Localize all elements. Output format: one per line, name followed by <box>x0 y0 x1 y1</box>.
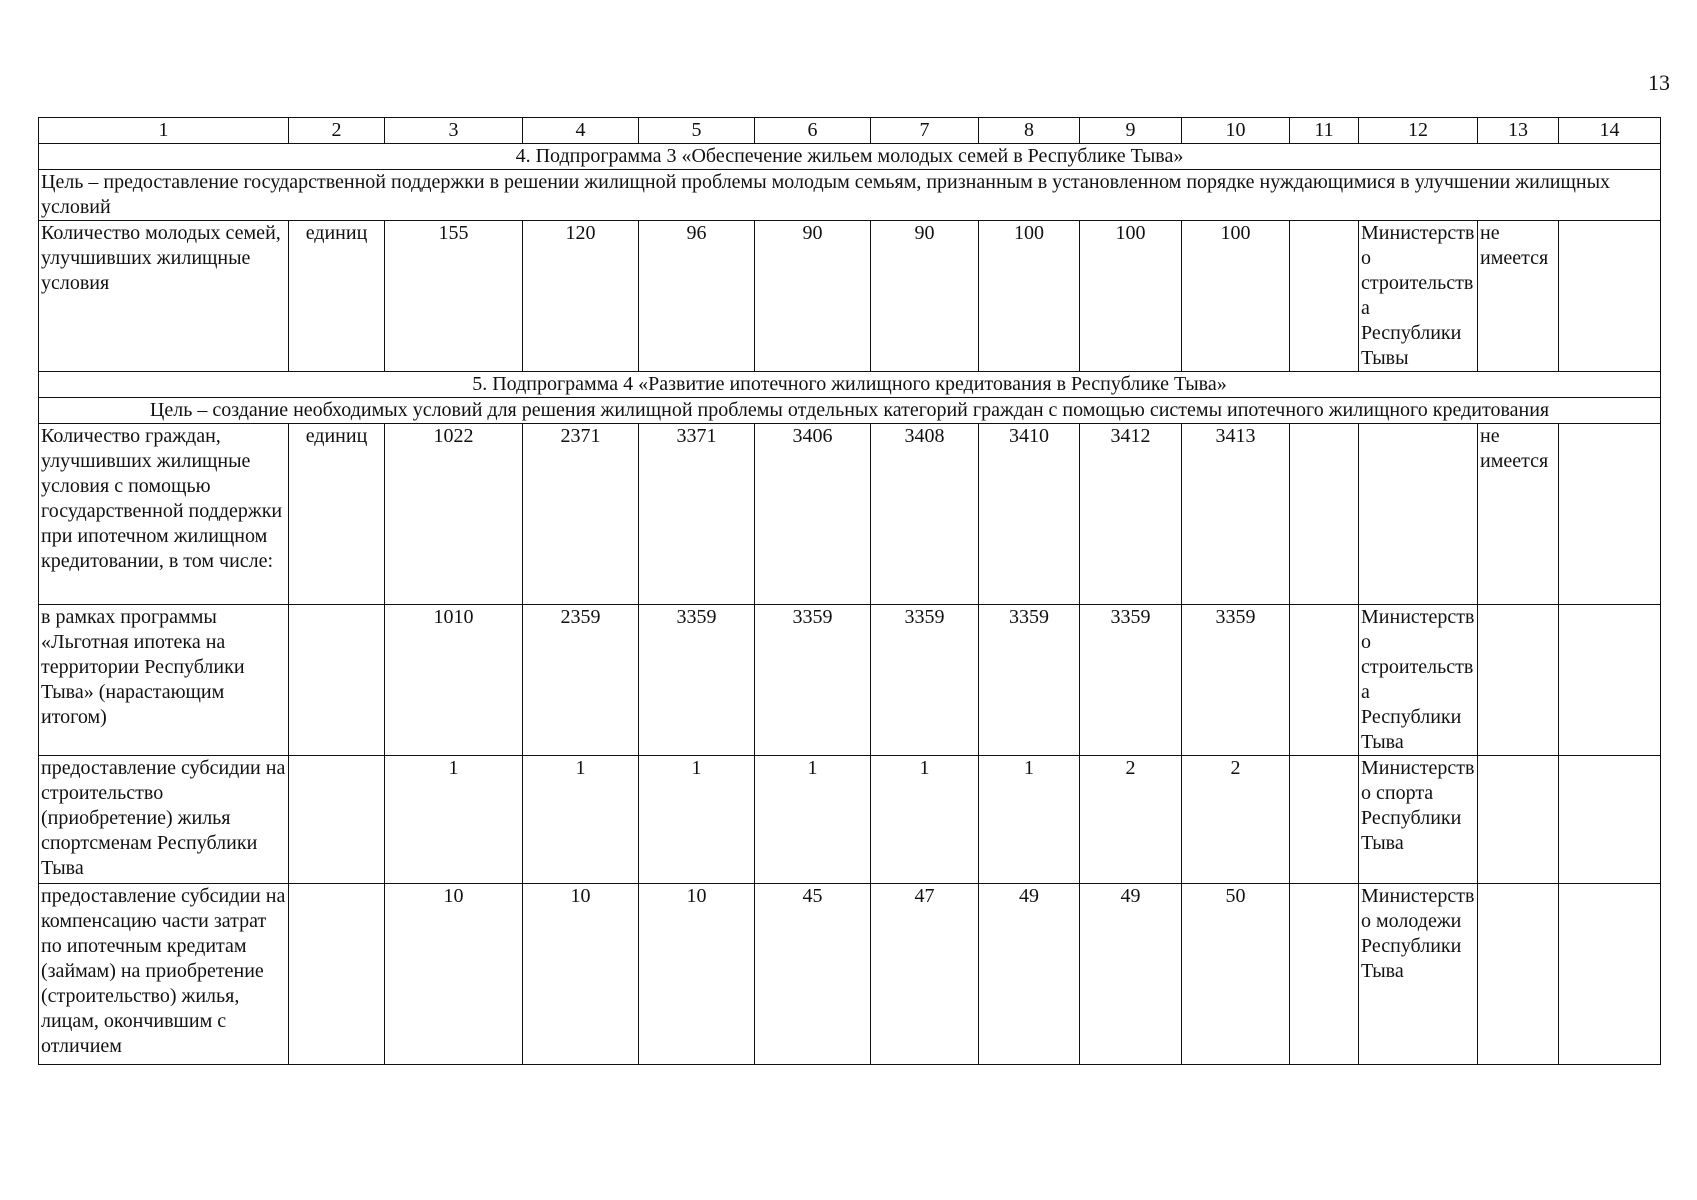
value-cell: 49 <box>1080 884 1182 1065</box>
value-cell: 120 <box>523 221 639 372</box>
responsible-cell: Министерство строительства Республики Тывы <box>1359 221 1478 372</box>
column-number: 5 <box>639 118 755 144</box>
value-cell: 1 <box>755 756 871 884</box>
note-cell <box>1478 605 1559 756</box>
empty-cell <box>1290 221 1359 372</box>
table-row <box>39 221 1661 372</box>
value-cell: 1 <box>385 756 523 884</box>
value-cell: 1010 <box>385 605 523 756</box>
section-title: 5. Подпрограмма 4 «Развитие ипотечного жилищного кредитования в Республике Тыва» <box>39 372 1661 398</box>
empty-cell <box>1559 884 1661 1065</box>
column-number: 7 <box>871 118 979 144</box>
column-number: 11 <box>1290 118 1359 144</box>
responsible-cell: Министерство спорта Республики Тыва <box>1359 756 1478 884</box>
note-cell <box>1478 756 1559 884</box>
value-cell: 90 <box>871 221 979 372</box>
empty-cell <box>1559 605 1661 756</box>
column-number: 6 <box>755 118 871 144</box>
section-goal: Цель – предоставление государственной поддержки в решении жилищной проблемы молодым семьям, признанным в установленном порядке нуждающимися в улучшении жилищных условий <box>39 170 1661 221</box>
column-number-row <box>39 118 1661 144</box>
value-cell: 100 <box>979 221 1080 372</box>
empty-cell <box>1290 756 1359 884</box>
unit-cell <box>289 605 385 756</box>
value-cell: 50 <box>1182 884 1290 1065</box>
value-cell: 1 <box>523 756 639 884</box>
indicators-table <box>38 117 1661 1065</box>
empty-cell <box>1559 424 1661 605</box>
value-cell: 3359 <box>979 605 1080 756</box>
empty-cell <box>1290 884 1359 1065</box>
unit-cell: единиц <box>289 424 385 605</box>
column-number: 2 <box>289 118 385 144</box>
empty-cell <box>1290 605 1359 756</box>
indicator-name: Количество молодых семей, улучшивших жилищные условия <box>39 221 289 372</box>
value-cell: 3359 <box>639 605 755 756</box>
column-number: 10 <box>1182 118 1290 144</box>
unit-cell <box>289 884 385 1065</box>
value-cell: 2 <box>1182 756 1290 884</box>
value-cell: 155 <box>385 221 523 372</box>
table-row <box>39 424 1661 605</box>
value-cell: 49 <box>979 884 1080 1065</box>
empty-cell <box>1559 756 1661 884</box>
section-goal-row <box>39 170 1661 221</box>
value-cell: 3371 <box>639 424 755 605</box>
column-number: 12 <box>1359 118 1478 144</box>
table-row <box>39 605 1661 756</box>
responsible-cell: Министерство строительства Республики Тыва <box>1359 605 1478 756</box>
column-number: 1 <box>39 118 289 144</box>
value-cell: 3406 <box>755 424 871 605</box>
table-row <box>39 756 1661 884</box>
value-cell: 3413 <box>1182 424 1290 605</box>
value-cell: 90 <box>755 221 871 372</box>
value-cell: 3359 <box>871 605 979 756</box>
value-cell: 3359 <box>755 605 871 756</box>
section-title-row <box>39 144 1661 170</box>
value-cell: 96 <box>639 221 755 372</box>
value-cell: 1 <box>979 756 1080 884</box>
indicator-name: предоставление субсидии на компенсацию части затрат по ипотечным кредитам (займам) на приобретение (строительство) жилья, лицам, окончившим с отличием <box>39 884 289 1065</box>
column-number: 3 <box>385 118 523 144</box>
column-number: 4 <box>523 118 639 144</box>
value-cell: 45 <box>755 884 871 1065</box>
section-goal: Цель – создание необходимых условий для решения жилищной проблемы отдельных категорий граждан с помощью системы ипотечного жилищного кредитования <box>39 398 1661 424</box>
indicator-name: Количество граждан, улучшивших жилищные условия с помощью государственной поддержки при ипотечном жилищном кредитовании, в том числе: <box>39 424 289 605</box>
value-cell: 2371 <box>523 424 639 605</box>
page-number: 13 <box>1648 70 1670 95</box>
value-cell: 10 <box>523 884 639 1065</box>
note-cell: не имеется <box>1478 221 1559 372</box>
empty-cell <box>1290 424 1359 605</box>
value-cell: 100 <box>1182 221 1290 372</box>
column-number: 14 <box>1559 118 1661 144</box>
value-cell: 2 <box>1080 756 1182 884</box>
value-cell: 3359 <box>1182 605 1290 756</box>
value-cell: 1 <box>871 756 979 884</box>
value-cell: 10 <box>639 884 755 1065</box>
note-cell <box>1478 884 1559 1065</box>
value-cell: 2359 <box>523 605 639 756</box>
indicator-name: предоставление субсидии на строительство (приобретение) жилья спортсменам Республики Тыва <box>39 756 289 884</box>
indicator-name: в рамках программы «Льготная ипотека на территории Республики Тыва» (нарастающим итогом) <box>39 605 289 756</box>
note-cell: не имеется <box>1478 424 1559 605</box>
section-title-row <box>39 372 1661 398</box>
unit-cell <box>289 756 385 884</box>
value-cell: 10 <box>385 884 523 1065</box>
section-goal-row <box>39 398 1661 424</box>
empty-cell <box>1559 221 1661 372</box>
value-cell: 3412 <box>1080 424 1182 605</box>
table-row <box>39 884 1661 1065</box>
responsible-cell: Министерство молодежи Республики Тыва <box>1359 884 1478 1065</box>
value-cell: 1 <box>639 756 755 884</box>
value-cell: 3410 <box>979 424 1080 605</box>
value-cell: 47 <box>871 884 979 1065</box>
unit-cell: единиц <box>289 221 385 372</box>
value-cell: 1022 <box>385 424 523 605</box>
column-number: 13 <box>1478 118 1559 144</box>
value-cell: 3359 <box>1080 605 1182 756</box>
value-cell: 100 <box>1080 221 1182 372</box>
responsible-cell <box>1359 424 1478 605</box>
column-number: 9 <box>1080 118 1182 144</box>
value-cell: 3408 <box>871 424 979 605</box>
column-number: 8 <box>979 118 1080 144</box>
section-title: 4. Подпрограмма 3 «Обеспечение жильем молодых семей в Республике Тыва» <box>39 144 1661 170</box>
